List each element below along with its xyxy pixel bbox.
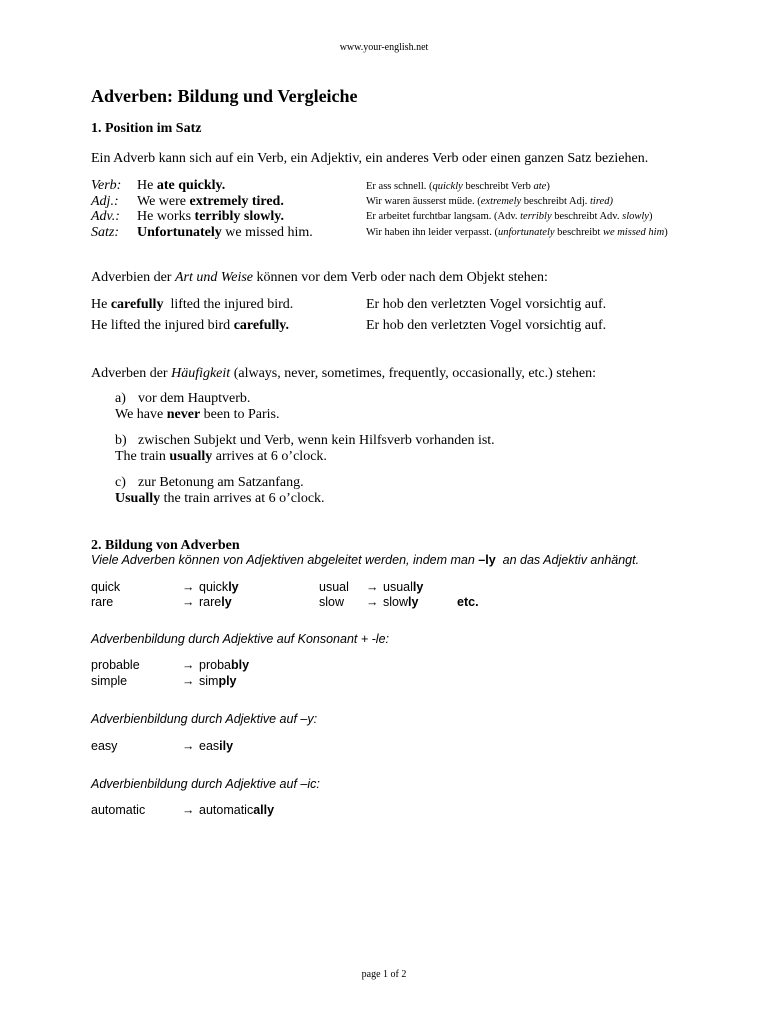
example-sentence: He ate quickly.	[137, 178, 226, 193]
arrow-icon: →	[182, 595, 195, 609]
adverb: slowly	[383, 595, 419, 609]
adverb: automatically	[199, 803, 275, 817]
adjective: easy	[91, 739, 118, 753]
list-item-rule: zur Betonung am Satzanfang.	[138, 475, 304, 490]
arrow-icon: →	[366, 595, 379, 609]
arrow-icon: →	[182, 580, 195, 594]
manner-example: He lifted the injured bird carefully.	[91, 318, 290, 333]
manner-translation: Er hob den verletzten Vogel vorsichtig auf.	[366, 318, 607, 333]
section-1-intro: Ein Adverb kann sich auf ein Verb, ein Adjektiv, ein anderes Verb oder einen ganzen Satz beziehen.	[91, 151, 649, 166]
list-item-marker: b)	[115, 433, 127, 448]
adverb: usually	[383, 580, 424, 594]
manner-example: He carefully lifted the injured bird.	[91, 297, 294, 312]
list-item-rule: zwischen Subjekt und Verb, wenn kein Hilfsverb vorhanden ist.	[138, 433, 495, 448]
adjective: automatic	[91, 803, 146, 817]
y-heading: Adverbienbildung durch Adjektive auf –y:	[91, 712, 318, 726]
adverb: simply	[199, 674, 237, 688]
list-item-rule: vor dem Hauptverb.	[138, 391, 251, 406]
example-translation: Er ass schnell. (quickly beschreibt Verb ate)	[366, 181, 550, 192]
adverb: probably	[199, 658, 250, 672]
example-label: Adv.:	[91, 209, 120, 224]
frequency-intro: Adverben der Häufigkeit (always, never, sometimes, frequently, occasionally, etc.) stehen:	[91, 366, 596, 381]
page-title: Adverben: Bildung und Vergleiche	[91, 86, 358, 106]
etc-label: etc.	[457, 595, 479, 609]
example-sentence: He works terribly slowly.	[137, 209, 284, 224]
list-item-example: Usually the train arrives at 6 o’clock.	[115, 491, 325, 506]
example-translation: Wir haben ihn leider verpasst. (unfortunately beschreibt we missed him)	[366, 227, 668, 238]
adjective: probable	[91, 658, 140, 672]
page-footer: page 1 of 2	[361, 969, 407, 980]
arrow-icon: →	[366, 580, 379, 594]
adjective: rare	[91, 595, 114, 609]
adjective: quick	[91, 580, 121, 594]
section-2-heading: 2. Bildung von Adverben	[91, 538, 240, 553]
example-label: Satz:	[91, 225, 119, 240]
example-label: Verb:	[91, 178, 122, 193]
manner-intro: Adverbien der Art und Weise können vor dem Verb oder nach dem Objekt stehen:	[91, 270, 548, 285]
adverb: easily	[199, 739, 234, 753]
list-item-example: We have never been to Paris.	[115, 407, 280, 422]
section-2-intro: Viele Adverben können von Adjektiven abgeleitet werden, indem man –ly an das Adjektiv anhängt.	[91, 553, 640, 567]
ic-heading: Adverbienbildung durch Adjektive auf –ic:	[91, 777, 320, 791]
arrow-icon: →	[182, 739, 195, 753]
arrow-icon: →	[182, 674, 195, 688]
adverb: rarely	[199, 595, 232, 609]
list-item-marker: c)	[115, 475, 126, 490]
example-translation: Er arbeitet furchtbar langsam. (Adv. terribly beschreibt Adv. slowly)	[366, 211, 653, 222]
example-label: Adj.:	[91, 194, 119, 209]
le-heading: Adverbenbildung durch Adjektive auf Konsonant + -le:	[91, 632, 389, 646]
adjective: simple	[91, 674, 128, 688]
example-sentence: We were extremely tired.	[137, 194, 284, 209]
adjective: usual	[319, 580, 349, 594]
arrow-icon: →	[182, 658, 195, 672]
adverb: quickly	[199, 580, 239, 594]
adjective: slow	[319, 595, 345, 609]
example-sentence: Unfortunately we missed him.	[137, 225, 313, 240]
arrow-icon: →	[182, 803, 195, 817]
section-1-heading: 1. Position im Satz	[91, 121, 202, 136]
example-translation: Wir waren äusserst müde. (extremely beschreibt Adj. tired)	[366, 196, 613, 207]
list-item-example: The train usually arrives at 6 o’clock.	[115, 449, 327, 464]
manner-translation: Er hob den verletzten Vogel vorsichtig auf.	[366, 297, 607, 312]
page-header-url: www.your-english.net	[339, 42, 429, 53]
list-item-marker: a)	[115, 391, 126, 406]
